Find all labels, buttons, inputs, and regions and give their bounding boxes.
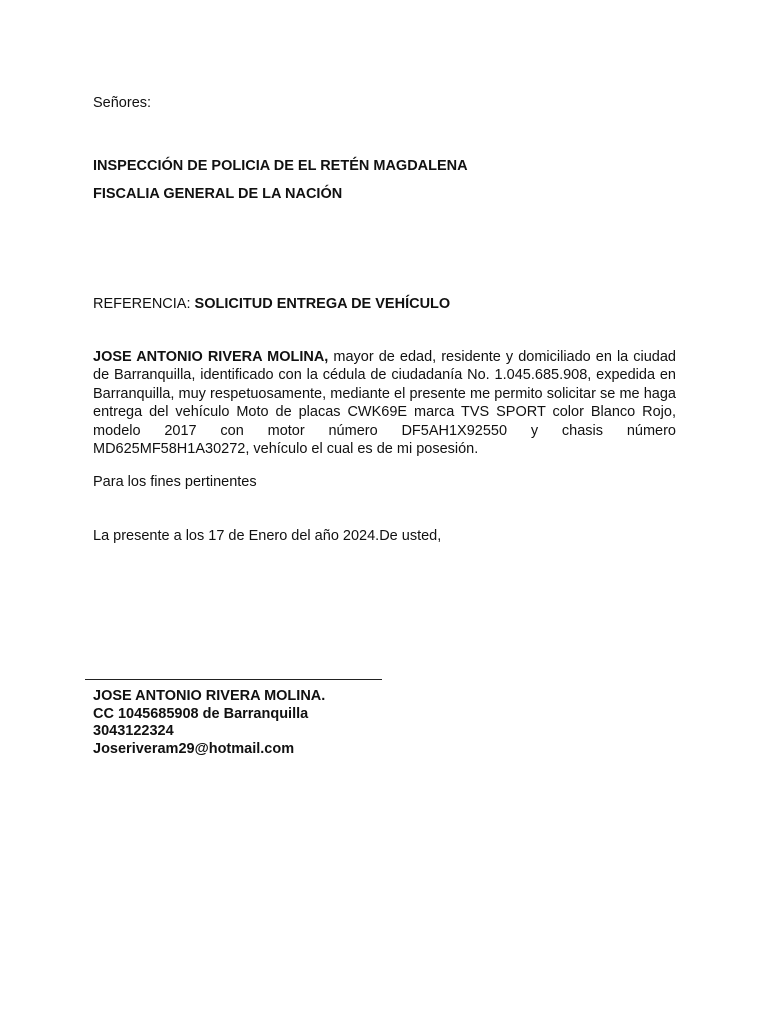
signature-phone: 3043122324 — [93, 723, 174, 740]
addressee-line-1: INSPECCIÓN DE POLICIA DE EL RETÉN MAGDALENA — [93, 158, 468, 174]
body-name: JOSE ANTONIO RIVERA MOLINA, — [93, 349, 329, 365]
greeting: Señores: — [93, 95, 152, 111]
reference-subject: SOLICITUD ENTREGA DE VEHÍCULO — [194, 296, 451, 312]
reference-label: REFERENCIA: — [93, 296, 191, 312]
addressee-line-2: FISCALIA GENERAL DE LA NACIÓN — [93, 186, 343, 202]
body-paragraph — [93, 348, 676, 458]
signature-block — [93, 688, 325, 758]
signature-email: Joseriveram29@hotmail.com — [93, 740, 295, 757]
closing-line-1: Para los fines pertinentes — [93, 474, 257, 490]
signature-line — [85, 679, 382, 680]
reference-line — [93, 296, 450, 312]
body-text: mayor de edad, residente y domiciliado en la ciudad de Barranquilla, identificado con la cédula de ciudadanía No. 1.045.685.908, expedida en Barranquilla, muy respetuosamente, mediante el presente me permito solicitar se me haga entrega del vehículo Moto de placas CWK69E marca TVS SPORT color Blanco Rojo, modelo 2017 con motor número DF5AH1X92550 y chasis número MD625MF58H1A30272, vehículo el cual es de mi posesión. — [93, 349, 676, 458]
signature-id: CC 1045685908 de Barranquilla — [93, 705, 309, 722]
closing-line-2: La presente a los 17 de Enero del año 2024.De usted, — [93, 528, 442, 544]
signature-name: JOSE ANTONIO RIVERA MOLINA. — [93, 688, 326, 704]
